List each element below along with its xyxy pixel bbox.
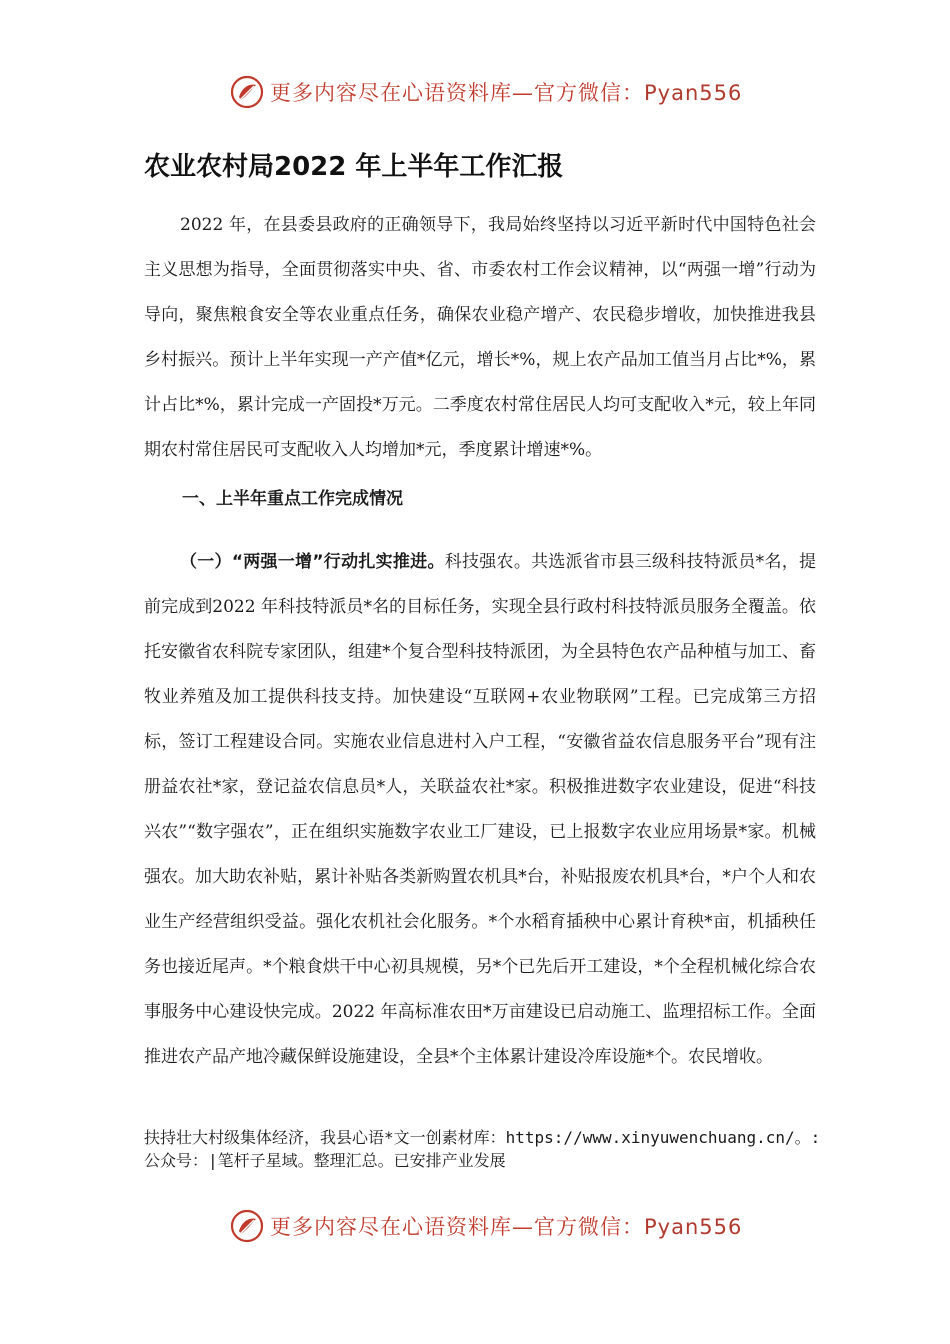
- footer-source-text: 扶持壮大村级集体经济，我县心语*文一创素材库：https://www.xinyuwenchuang.cn/。:公众号：|笔杆子星域。整理汇总。已安排产业发展: [144, 1128, 821, 1170]
- section-1-paragraph: [144, 540, 816, 1080]
- header-banner: [230, 72, 750, 112]
- banner-text: 更多内容尽在心语资料库—官方微信：Pyan556: [270, 1215, 743, 1239]
- banner-text: 更多内容尽在心语资料库—官方微信：Pyan556: [270, 81, 743, 105]
- document-title: 农业农村局2022 年上半年工作汇报: [144, 152, 564, 182]
- section-1-lead: （一）“两强一增”行动扎实推进。: [180, 552, 445, 572]
- xinyu-logo-icon: [230, 75, 264, 109]
- intro-paragraph: 2022 年，在县委县政府的正确领导下，我局始终坚持以习近平新时代中国特色社会主义思想为指导，全面贯彻落实中央、省、市委农村工作会议精神，以“两强一增”行动为导向，聚焦粮食安全等农业重点任务，确保农业稳产增产、农民稳步增收，加快推进我县乡村振兴。预计上半年实现一产产值*亿元，增长*%，规上农产品加工值当月占比*%，累计占比*%，累计完成一产固投*万元。二季度农村常住居民人均可支配收入*元，较上年同期农村常住居民可支配收入人均增加*元，季度累计增速*%。: [144, 215, 816, 460]
- footer-banner: [230, 1206, 750, 1246]
- section-1-body: 科技强农。共选派省市县三级科技特派员*名，提前完成到2022 年科技特派员*名的目标任务，实现全县行政村科技特派员服务全覆盖。依托安徽省农科院专家团队，组建*个复合型科技特派团，为全县特色农产品种植与加工、畜牧业养殖及加工提供科技支持。加快建设“互联网+农业物联网”工程。已完成第三方招标，签订工程建设合同。实施农业信息进村入户工程，“安徽省益农信息服务平台”现有注册益农社*家，登记益农信息员*人，关联益农社*家。积极推进数字农业建设，促进“科技兴农”“数字强农”，正在组织实施数字农业工厂建设，已上报数字农业应用场景*家。机械强农。加大助农补贴，累计补贴各类新购置农机具*台，补贴报废农机具*台，*户个人和农业生产经营组织受益。强化农机社会化服务。*个水稻育插秧中心累计育秧*亩，机插秧任务也接近尾声。*个粮食烘干中心初具规模，另*个已先后开工建设，*个全程机械化综合农事服务中心建设快完成。2022 年高标准农田*万亩建设已启动施工、监理招标工作。全面推进农产品产地冷藏保鲜设施建设，全县*个主体累计建设冷库设施*个。农民增收。: [144, 552, 816, 1067]
- xinyu-logo-icon: [230, 1209, 264, 1243]
- section-heading-1: 一、上半年重点工作完成情况: [182, 489, 403, 509]
